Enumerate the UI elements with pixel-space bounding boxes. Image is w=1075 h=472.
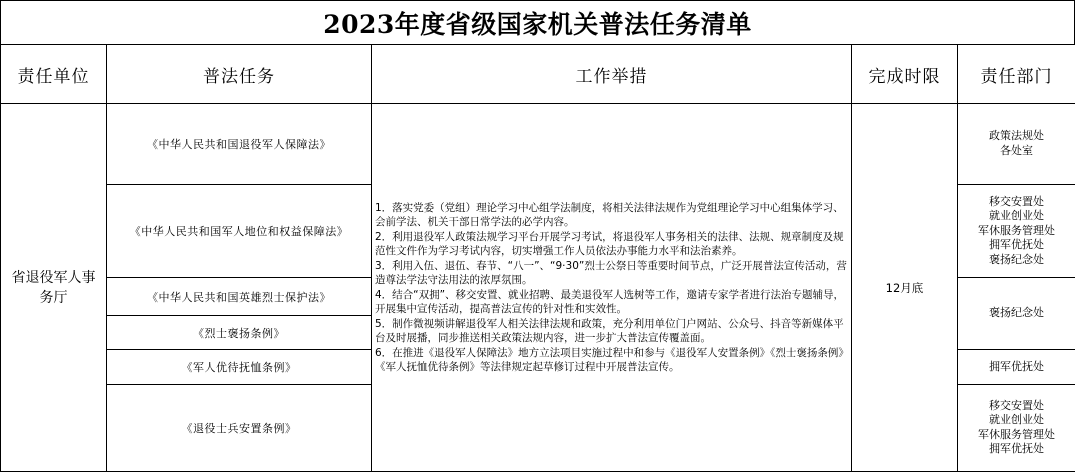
responsible-dept xyxy=(958,384,1075,471)
header-task: 普法任务 xyxy=(107,45,372,104)
task-law: 《烈士褒扬条例》 xyxy=(107,316,372,350)
responsible-dept xyxy=(958,350,1075,384)
task-law: 《退役士兵安置条例》 xyxy=(107,384,372,471)
responsible-unit: 省退役军人事务厅 xyxy=(1,104,107,472)
dept-line: 政策法规处 xyxy=(989,129,1044,143)
measure-item: 1．落实党委（党组）理论学习中心组学法制度，将相关法律法规作为党组理论学习中心组集体学习、会前学法、机关干部日常学法的必学内容。 xyxy=(375,201,844,229)
measure-item: 6．在推进《退役军人保障法》地方立法项目实施过程中和参与《退役军人安置条例》《烈士褒扬条例》《军人抚恤优待条例》等法律规定起草修订过程中开展普法宣传。 xyxy=(375,346,844,374)
dept-line: 就业创业处 xyxy=(989,413,1044,427)
responsible-dept xyxy=(958,104,1075,184)
responsible-dept xyxy=(958,184,1075,277)
dept-line: 拥军优抚处 xyxy=(989,238,1044,252)
task-law: 《中华人民共和国军人地位和权益保障法》 xyxy=(107,184,372,277)
dept-line: 就业创业处 xyxy=(989,209,1044,223)
dept-line: 褒扬纪念处 xyxy=(989,306,1044,320)
document-title-row xyxy=(0,0,1075,45)
dept-line: 拥军优抚处 xyxy=(989,359,1044,373)
header-dept: 责任部门 xyxy=(958,45,1075,104)
task-table xyxy=(0,44,1075,472)
dept-line: 褒扬纪念处 xyxy=(989,252,1044,266)
dept-line: 军休服务管理处 xyxy=(978,223,1055,237)
dept-line: 各处室 xyxy=(1000,143,1033,157)
responsible-dept xyxy=(958,278,1075,350)
measure-item: 2．利用退役军人政策法规学习平台开展学习考试，将退役军人事务相关的法律、法规、规章制度及规范性文件作为学习考试内容，切实增强工作人员依法办事能力水平和法治素养。 xyxy=(375,230,844,258)
measure-item: 3．利用入伍、退伍、春节、“八一”、“9·30”烈士公祭日等重要时间节点，广泛开展普法宣传活动，营造尊法学法守法用法的浓厚氛围。 xyxy=(375,259,847,287)
task-law: 《军人优待抚恤条例》 xyxy=(107,350,372,384)
task-law: 《中华人民共和国英雄烈士保护法》 xyxy=(107,278,372,316)
header-measures: 工作举措 xyxy=(372,45,852,104)
header-deadline: 完成时限 xyxy=(852,45,958,104)
deadline: 12月底 xyxy=(852,104,958,472)
measure-item: 4．结合“双拥”、移交安置、就业招聘、最美退役军人选树等工作，邀请专家学者进行法治专题辅导，开展集中宣传活动，提高普法宣传的针对性和实效性。 xyxy=(375,288,845,316)
measure-item: 5．制作微视频讲解退役军人相关法律法规和政策，充分利用单位门户网站、公众号、抖音等新媒体平台及时展播，同步推送相关政策法规内容，进一步扩大普法宣传覆盖面。 xyxy=(375,317,844,345)
document-title: 2023年度省级国家机关普法任务清单 xyxy=(323,10,752,39)
dept-line: 移交安置处 xyxy=(989,194,1044,208)
work-measures xyxy=(372,104,852,472)
table-row xyxy=(1,104,1075,184)
dept-line: 拥军优抚处 xyxy=(989,442,1044,456)
dept-line: 移交安置处 xyxy=(989,398,1044,412)
dept-line: 军休服务管理处 xyxy=(978,427,1055,441)
header-unit: 责任单位 xyxy=(1,45,107,104)
task-law: 《中华人民共和国退役军人保障法》 xyxy=(107,104,372,184)
header-row xyxy=(1,45,1075,104)
